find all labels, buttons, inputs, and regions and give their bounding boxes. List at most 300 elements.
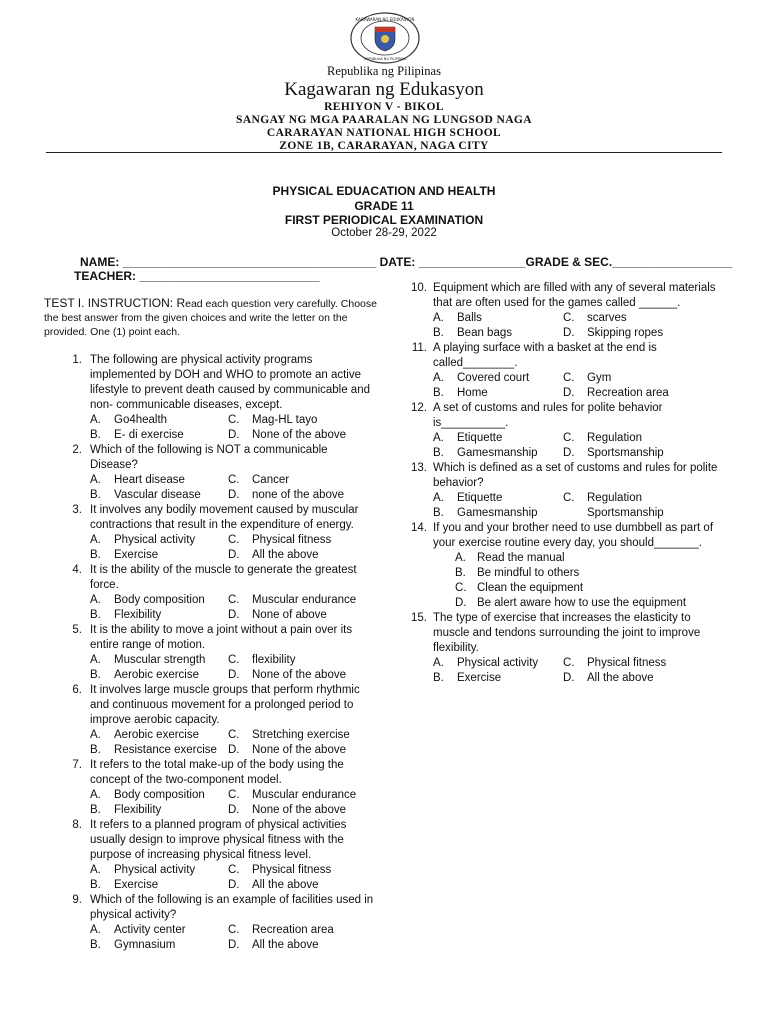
answer-option <box>228 728 350 743</box>
question-stem <box>407 401 727 431</box>
question-text: It involves any bodily movement caused by muscular contractions that result in the expenditure of energy. <box>90 504 359 531</box>
instruction-lead: TEST I. INSTRUCTION: R <box>44 296 186 310</box>
option-text: Mag-HL tayo <box>252 414 318 426</box>
option-row <box>433 371 727 386</box>
option-text: Be mindful to others <box>477 567 580 579</box>
question-item <box>44 818 378 893</box>
option-letter: D. <box>228 879 240 891</box>
answer-option <box>563 371 611 386</box>
option-row <box>433 671 727 686</box>
question-text: It refers to a planned program of physical activities usually design to improve physical fitness with the purpose of increasing physical fitness level. <box>90 819 347 861</box>
option-text: None of the above <box>252 429 346 441</box>
answer-option <box>563 431 642 446</box>
option-row <box>433 386 727 401</box>
option-row <box>90 608 378 623</box>
answer-option <box>228 788 356 803</box>
option-letter: C. <box>228 789 240 801</box>
option-letter: A. <box>433 312 444 324</box>
question-text: Which of the following is NOT a communicable Disease? <box>90 444 328 471</box>
option-row <box>433 491 727 506</box>
option-row <box>433 311 727 326</box>
exam-date: October 28-29, 2022 <box>331 227 437 239</box>
option-text: Skipping ropes <box>587 327 664 339</box>
question-text: A playing surface with a basket at the end is called________. <box>433 342 657 369</box>
question-number: 11. <box>411 342 427 354</box>
answer-option <box>228 863 331 878</box>
option-row <box>433 431 727 446</box>
option-text: Bean bags <box>457 327 512 339</box>
option-letter: C. <box>563 432 575 444</box>
question-item <box>44 683 378 758</box>
answer-option <box>90 473 228 488</box>
answer-option <box>433 311 563 326</box>
option-text: Be alert aware how to use the equipment <box>477 597 687 609</box>
option-text: All the above <box>252 549 319 561</box>
option-letter: B. <box>433 447 444 459</box>
answer-option <box>563 326 663 341</box>
option-text: Exercise <box>457 672 502 684</box>
test-instruction <box>44 296 378 339</box>
option-text: Physical fitness <box>252 534 332 546</box>
question-number: 7. <box>72 759 82 771</box>
question-number: 10. <box>411 282 427 294</box>
answer-option <box>90 728 228 743</box>
right-column <box>407 281 727 686</box>
option-text: Flexibility <box>114 609 162 621</box>
option-text: Flexibility <box>114 804 162 816</box>
question-stem <box>44 563 378 593</box>
answer-options <box>90 728 378 758</box>
option-text: Muscular endurance <box>252 594 357 606</box>
question-item <box>44 353 378 443</box>
question-stem <box>44 758 378 788</box>
option-text: Muscular strength <box>114 654 206 666</box>
answer-option <box>563 656 666 671</box>
option-text: Recreation area <box>252 924 334 936</box>
answer-option <box>90 878 228 893</box>
option-text: Stretching exercise <box>252 729 350 741</box>
option-text: Physical activity <box>114 534 196 546</box>
answer-options <box>90 473 378 503</box>
answer-options <box>455 551 727 611</box>
question-item <box>44 503 378 563</box>
question-text: It involves large muscle groups that perform rhythmic and continuous movement for a prolonged period to improve aerobic capacity. <box>90 684 360 726</box>
answer-option <box>228 548 319 563</box>
answer-option <box>90 548 228 563</box>
subject-title: PHYSICAL EDUACATION AND HEALTH <box>272 184 496 198</box>
question-number: 9. <box>72 894 82 906</box>
option-text: None of the above <box>252 744 346 756</box>
option-letter: D. <box>228 489 240 501</box>
question-text: It is the ability of the muscle to generate the greatest force. <box>90 564 357 591</box>
option-text: Exercise <box>114 879 159 891</box>
option-text: None of above <box>252 609 327 621</box>
answer-option <box>90 428 228 443</box>
answer-options <box>433 656 727 686</box>
question-text: The following are physical activity programs implemented by DOH and WHO to promote an active lifestyle to prevent death caused by communicable and non- communicable diseases, except. <box>90 354 370 411</box>
option-text: Read the manual <box>477 552 565 564</box>
answer-options <box>90 923 378 953</box>
option-letter: D. <box>228 549 240 561</box>
option-row <box>90 743 378 758</box>
option-row <box>90 878 378 893</box>
option-text: Activity center <box>114 924 186 936</box>
answer-options <box>433 491 727 521</box>
option-text: Cancer <box>252 474 290 486</box>
option-text: Covered court <box>457 372 530 384</box>
answer-option <box>228 803 346 818</box>
option-text: flexibility <box>252 654 296 666</box>
answer-option <box>90 938 228 953</box>
svg-text:KAGAWARAN NG EDUKASYON: KAGAWARAN NG EDUKASYON <box>355 17 415 22</box>
question-text: Which of the following is an example of facilities used in physical activity? <box>90 894 374 921</box>
question-stem <box>407 461 727 491</box>
option-letter: B. <box>90 669 101 681</box>
answer-option <box>433 446 563 461</box>
answer-option <box>90 413 228 428</box>
answer-options <box>433 431 727 461</box>
option-text: Muscular endurance <box>252 789 357 801</box>
option-letter: C. <box>228 474 240 486</box>
question-stem <box>407 281 727 311</box>
option-letter: A. <box>433 492 444 504</box>
answer-options <box>433 371 727 401</box>
option-letter: C. <box>228 864 240 876</box>
option-text: Heart disease <box>114 474 185 486</box>
answer-option <box>563 446 664 461</box>
option-text: Resistance exercise <box>114 744 217 756</box>
option-letter: D. <box>228 429 240 441</box>
answer-option <box>228 608 327 623</box>
option-letter: D. <box>455 597 467 609</box>
answer-option <box>90 803 228 818</box>
option-letter: C. <box>228 924 240 936</box>
question-number: 1. <box>72 354 82 366</box>
answer-option <box>228 473 289 488</box>
option-text: Physical fitness <box>252 864 332 876</box>
option-letter: B. <box>455 567 466 579</box>
option-letter: A. <box>90 414 101 426</box>
option-letter: C. <box>563 312 575 324</box>
option-row <box>433 326 727 341</box>
deped-seal-icon <box>349 12 421 64</box>
option-row <box>433 656 727 671</box>
option-letter: B. <box>433 672 444 684</box>
option-letter: B. <box>90 879 101 891</box>
option-text: Recreation area <box>587 387 669 399</box>
question-item <box>407 461 727 521</box>
option-row <box>90 938 378 953</box>
option-letter: B. <box>90 804 101 816</box>
option-letter: D. <box>228 939 240 951</box>
school-name: CARARAYAN NATIONAL HIGH SCHOOL <box>266 127 502 139</box>
answer-options <box>90 653 378 683</box>
exam-title: FIRST PERIODICAL EXAMINATION <box>284 213 484 227</box>
option-letter: B. <box>90 429 101 441</box>
answer-option <box>90 743 228 758</box>
option-letter: D. <box>228 744 240 756</box>
option-letter: B. <box>90 744 101 756</box>
question-item <box>44 893 378 953</box>
option-row <box>433 446 727 461</box>
option-letter: A. <box>90 654 101 666</box>
option-text: Clean the equipment <box>477 582 584 594</box>
option-letter: B. <box>90 489 101 501</box>
answer-option <box>228 668 346 683</box>
answer-option <box>228 938 319 953</box>
answer-option <box>90 533 228 548</box>
option-row <box>90 668 378 683</box>
name-date-grade-fields: NAME: ______________________________________ DATE: ________________GRADE & SEC.__________________ <box>80 255 733 269</box>
option-text: Gamesmanship <box>457 507 538 519</box>
question-number: 14. <box>411 522 427 534</box>
question-number: 13. <box>411 462 427 474</box>
question-item <box>44 623 378 683</box>
question-number: 3. <box>72 504 82 516</box>
option-letter: A. <box>90 924 101 936</box>
option-text: Etiquette <box>457 432 503 444</box>
question-number: 15. <box>411 612 427 624</box>
question-text: If you and your brother need to use dumbbell as part of your exercise routine every day, you should_______. <box>433 522 714 549</box>
option-text: Physical fitness <box>587 657 667 669</box>
option-letter: C. <box>228 594 240 606</box>
svg-text:REPUBLIKA NG PILIPINAS: REPUBLIKA NG PILIPINAS <box>363 57 407 61</box>
answer-option <box>433 671 563 686</box>
answer-option <box>90 788 228 803</box>
question-stem <box>44 443 378 473</box>
option-letter: A. <box>90 864 101 876</box>
left-column <box>44 296 378 953</box>
question-number: 2. <box>72 444 82 456</box>
answer-option <box>90 488 228 503</box>
option-text: All the above <box>587 672 654 684</box>
option-text: Balls <box>457 312 482 324</box>
answer-option <box>563 671 654 686</box>
option-text: Physical activity <box>114 864 196 876</box>
option-row <box>433 506 727 521</box>
option-letter: C. <box>228 534 240 546</box>
question-stem <box>407 341 727 371</box>
option-text: Regulation <box>587 492 642 504</box>
question-text: Which is defined as a set of customs and rules for polite behavior? <box>433 462 718 489</box>
option-text: Regulation <box>587 432 642 444</box>
answer-option <box>433 656 563 671</box>
option-letter: D. <box>228 669 240 681</box>
answer-option <box>433 371 563 386</box>
answer-option <box>90 593 228 608</box>
option-letter: B. <box>90 549 101 561</box>
answer-option <box>228 593 356 608</box>
option-letter: B. <box>90 609 101 621</box>
option-letter: A. <box>433 657 444 669</box>
option-text: Gym <box>587 372 612 384</box>
option-text: Physical activity <box>457 657 539 669</box>
answer-options <box>90 788 378 818</box>
teacher-field: TEACHER: ___________________________ <box>74 269 320 283</box>
answer-option <box>228 413 317 428</box>
option-letter: D. <box>563 327 575 339</box>
option-text: Go4health <box>114 414 168 426</box>
answer-option <box>228 488 344 503</box>
option-row <box>90 788 378 803</box>
answer-option <box>455 581 727 596</box>
option-letter: C. <box>228 729 240 741</box>
option-text: none of the above <box>252 489 345 501</box>
school-address: ZONE 1B, CARARAYAN, NAGA CITY <box>279 140 489 152</box>
answer-options <box>90 863 378 893</box>
answer-option <box>563 311 627 326</box>
answer-option <box>563 491 642 506</box>
answer-option <box>455 551 727 566</box>
republika-line: Republika ng Pilipinas <box>327 64 441 78</box>
option-letter: C. <box>563 657 575 669</box>
answer-option <box>433 386 563 401</box>
question-stem <box>44 818 378 863</box>
option-text: Sportsmanship <box>587 507 664 519</box>
answer-option <box>455 596 727 611</box>
question-text: It is the ability to move a joint without a pain over its entire range of motion. <box>90 624 353 651</box>
option-row <box>90 488 378 503</box>
option-text: scarves <box>587 312 627 324</box>
option-letter: C. <box>228 414 240 426</box>
option-row <box>90 593 378 608</box>
option-letter: A. <box>455 552 466 564</box>
question-text: Equipment which are filled with any of several materials that are often used for the games called ______. <box>433 282 716 309</box>
question-item <box>44 443 378 503</box>
option-text: Vascular disease <box>114 489 201 501</box>
option-row <box>90 923 378 938</box>
answer-option <box>433 326 563 341</box>
option-letter: D. <box>228 609 240 621</box>
option-text: E- di exercise <box>114 429 184 441</box>
option-text: Body composition <box>114 594 205 606</box>
option-text: Aerobic exercise <box>114 729 200 741</box>
option-text: Exercise <box>114 549 159 561</box>
option-letter <box>563 506 587 521</box>
option-row <box>90 653 378 668</box>
question-text: A set of customs and rules for polite behavior is__________. <box>433 402 663 429</box>
option-letter: A. <box>90 594 101 606</box>
option-letter: B. <box>433 387 444 399</box>
option-letter: A. <box>433 432 444 444</box>
question-item <box>407 281 727 341</box>
answer-option <box>90 653 228 668</box>
option-row <box>90 803 378 818</box>
option-text: Gamesmanship <box>457 447 538 459</box>
question-stem <box>44 503 378 533</box>
question-number: 8. <box>72 819 82 831</box>
question-number: 4. <box>72 564 82 576</box>
answer-option <box>455 566 727 581</box>
question-stem <box>407 611 727 656</box>
question-item <box>407 401 727 461</box>
question-text: The type of exercise that increases the elasticity to muscle and tendons surrounding the joint to improve flexibility. <box>433 612 701 654</box>
option-row <box>90 728 378 743</box>
division-line: SANGAY NG MGA PAARALAN NG LUNGSOD NAGA <box>236 114 532 126</box>
option-letter: A. <box>433 372 444 384</box>
answer-option <box>90 668 228 683</box>
option-letter: D. <box>563 387 575 399</box>
option-letter: B. <box>433 507 444 519</box>
option-letter: D. <box>563 672 575 684</box>
answer-option <box>228 743 346 758</box>
option-text: Aerobic exercise <box>114 669 200 681</box>
question-item <box>44 563 378 623</box>
question-stem <box>407 521 727 551</box>
option-text: Sportsmanship <box>587 447 664 459</box>
option-row <box>90 473 378 488</box>
answer-option <box>228 878 319 893</box>
option-text: Etiquette <box>457 492 503 504</box>
option-letter: D. <box>228 804 240 816</box>
answer-option <box>90 608 228 623</box>
question-stem <box>44 893 378 923</box>
answer-option <box>563 506 664 521</box>
question-item <box>407 611 727 686</box>
option-text: None of the above <box>252 669 346 681</box>
option-text: Body composition <box>114 789 205 801</box>
answer-option <box>563 386 669 401</box>
option-text: All the above <box>252 939 319 951</box>
option-letter: C. <box>228 654 240 666</box>
option-text: None of the above <box>252 804 346 816</box>
answer-option <box>90 863 228 878</box>
question-stem <box>44 353 378 413</box>
answer-option <box>433 431 563 446</box>
answer-options <box>90 413 378 443</box>
question-number: 12. <box>411 402 427 414</box>
grade-level: GRADE 11 <box>354 199 414 213</box>
answer-option <box>228 923 334 938</box>
option-letter: B. <box>433 327 444 339</box>
option-row <box>90 863 378 878</box>
option-letter: B. <box>90 939 101 951</box>
region-line: REHIYON V - BIKOL <box>324 101 444 113</box>
answer-options <box>433 311 727 341</box>
answer-option <box>433 506 563 521</box>
answer-option <box>228 428 346 443</box>
option-letter: A. <box>90 789 101 801</box>
question-item <box>407 521 727 611</box>
option-letter: D. <box>563 447 575 459</box>
option-text: Gymnasium <box>114 939 176 951</box>
question-item <box>407 341 727 401</box>
option-row <box>90 428 378 443</box>
option-text: All the above <box>252 879 319 891</box>
answer-options <box>90 533 378 563</box>
question-number: 5. <box>72 624 82 636</box>
question-number: 6. <box>72 684 82 696</box>
answer-option <box>228 533 331 548</box>
question-stem <box>44 683 378 728</box>
option-letter: A. <box>90 729 101 741</box>
instruction-text: ead each question very carefully. Choose the best answer from the given choices and write the letter on the provided. One (1) point each. <box>44 298 377 338</box>
kagawaran-title: Kagawaran ng Edukasyon <box>284 79 484 100</box>
option-letter: C. <box>563 372 575 384</box>
header-divider <box>46 152 722 153</box>
question-stem <box>44 623 378 653</box>
option-row <box>90 548 378 563</box>
option-row <box>90 413 378 428</box>
question-text: It refers to the total make-up of the body using the concept of the two-component model. <box>90 759 344 786</box>
answer-option <box>90 923 228 938</box>
answer-options <box>90 593 378 623</box>
option-letter: C. <box>563 492 575 504</box>
option-text: Home <box>457 387 488 399</box>
option-letter: A. <box>90 534 101 546</box>
option-row <box>90 533 378 548</box>
answer-option <box>228 653 295 668</box>
